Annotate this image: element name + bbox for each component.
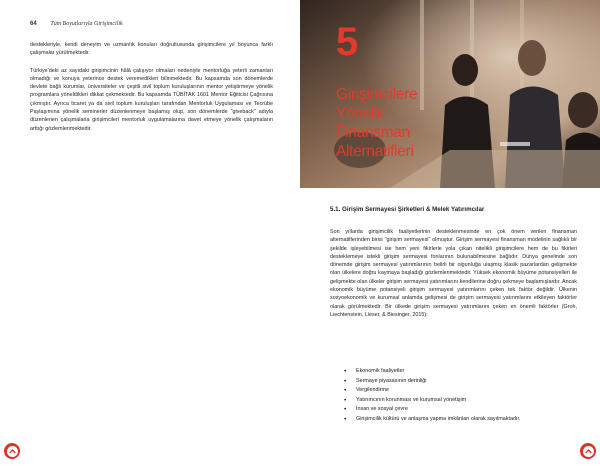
right-page bbox=[300, 0, 600, 466]
page-header bbox=[30, 21, 123, 27]
section-heading: 5.1. Girişim Sermayesi Şirketleri & Melek Yatırımcılar bbox=[330, 206, 485, 213]
page-number: 64 bbox=[30, 21, 37, 27]
list-item: • Yatırımcının korunması ve kurumsal yönetişim bbox=[344, 396, 520, 406]
left-body-text bbox=[30, 41, 273, 142]
paragraph: destekleriyle, kendi deneyim ve uzmanlık konuları doğrultusunda girişimcilere yıl boyunca farklı çalışmalar yürütmektedir. bbox=[30, 42, 273, 57]
chevron-up-icon bbox=[585, 448, 592, 455]
chapter-title-line: Finansman bbox=[336, 124, 410, 141]
chapter-title bbox=[336, 85, 417, 161]
previous-page-button[interactable] bbox=[4, 443, 20, 459]
chevron-up-icon bbox=[9, 448, 16, 455]
running-title: Tüm Boyutlarıyla Girişimcilik bbox=[50, 21, 123, 27]
chapter-cover-photo bbox=[300, 0, 600, 188]
chapter-number: 5 bbox=[336, 20, 359, 64]
next-page-button[interactable] bbox=[580, 443, 596, 459]
factor-list bbox=[344, 367, 520, 425]
list-item: • Sermaye piyasasının derinliği bbox=[344, 377, 520, 387]
list-item: • Vergilendirme bbox=[344, 386, 520, 396]
list-item: • Ekonomik faaliyetler bbox=[344, 367, 520, 377]
chapter-title-line: Alternatifleri bbox=[336, 143, 414, 160]
paragraph: Son yıllarda girişimcilik faaliyetlerinin desteklenmesinde en çok önem verilen finansman alternatiflerinden birisi "girişim sermayesi" olmuştur. Girişim sermayesi finansman modelinin sağlıklı bir şekilde işleyebilmesi ise hem yeni fikirlerle yola çıkan nitelikli girişimcilere hem de bu fikirleri desteklemeye istekli girişim sermayesi fonlarının bulunabilmesine bağlıdır. Dünya genelinde son dönemde girişim sermayesi yatırımlarının belirli bir olgunluğa ulaşmış klasik pazarlardan gelişmekte olan ülkelere doğru kaymaya başladığı gözlemlenmektedir. Yüksek ekonomik büyüme potansiyelleri ile gelişmekte olan ülkeler girişim sermayesi yatırımlarını kendilerine doğru çekmeye başlamışlardır. Ancak ekonomik büyüme potansiyeli girişim sermayesi yatırımlarını çeken tek faktör değildir. Ülkenin sosyoekonomik ve kurumsal anlamda gelişmesi de girişim sermayesi yatırımlarını etkileyen faktörler olarak görülmektedir. Bir ülkede girişim sermayesi yatırımlarını çeken en önemli faktörler (Groh, Liechtenstein, Lieser, & Biesinger, 2015): bbox=[330, 229, 577, 318]
right-body-text bbox=[330, 228, 577, 328]
list-item: • İnsan ve sosyal çevre bbox=[344, 405, 520, 415]
paragraph: Türkiye'deki az sayıdaki girişimcinin hâlâ çalışıyor olmaları nedeniyle mentorluğa yeterli zamanları olmadığı ve konuya yeterince destek veremedikleri bilinmektedir. Bu kapsamda son dönemlerde devlete bağlı kurumlar, üniversiteler ve çeşitli sivil toplum kuruluşlarının mentor yetiştirmeye yönelik programlara yöneldikleri dikkat çekmektedir. Bu kapsamda TÜBİTAK 1601 Mentor Eğiticisi Çağrısına çıkmıştır. Ayrıca ticaret ya da sivil toplum kuruluşları tarafından Mentorluk Uygulaması ve Tecrübe Paylaşımına yönelik seminerler düzenlenmeye başlamış olup, son dönemlerde "giveback" adıyla düzenlenen çalışmalarla girişimcileri mentorluk uygulamalarına davet etmeye yönelik çalışmaların arttığı gözlemlenmektedir. bbox=[30, 67, 273, 132]
chapter-title-line: Yönelik bbox=[336, 105, 385, 122]
chapter-title-line: Girişimcilere bbox=[336, 86, 418, 103]
list-item: • Girişimcilik kültürü ve anlaşma yapma imkânları olarak sayılmaktadır. bbox=[344, 415, 520, 425]
